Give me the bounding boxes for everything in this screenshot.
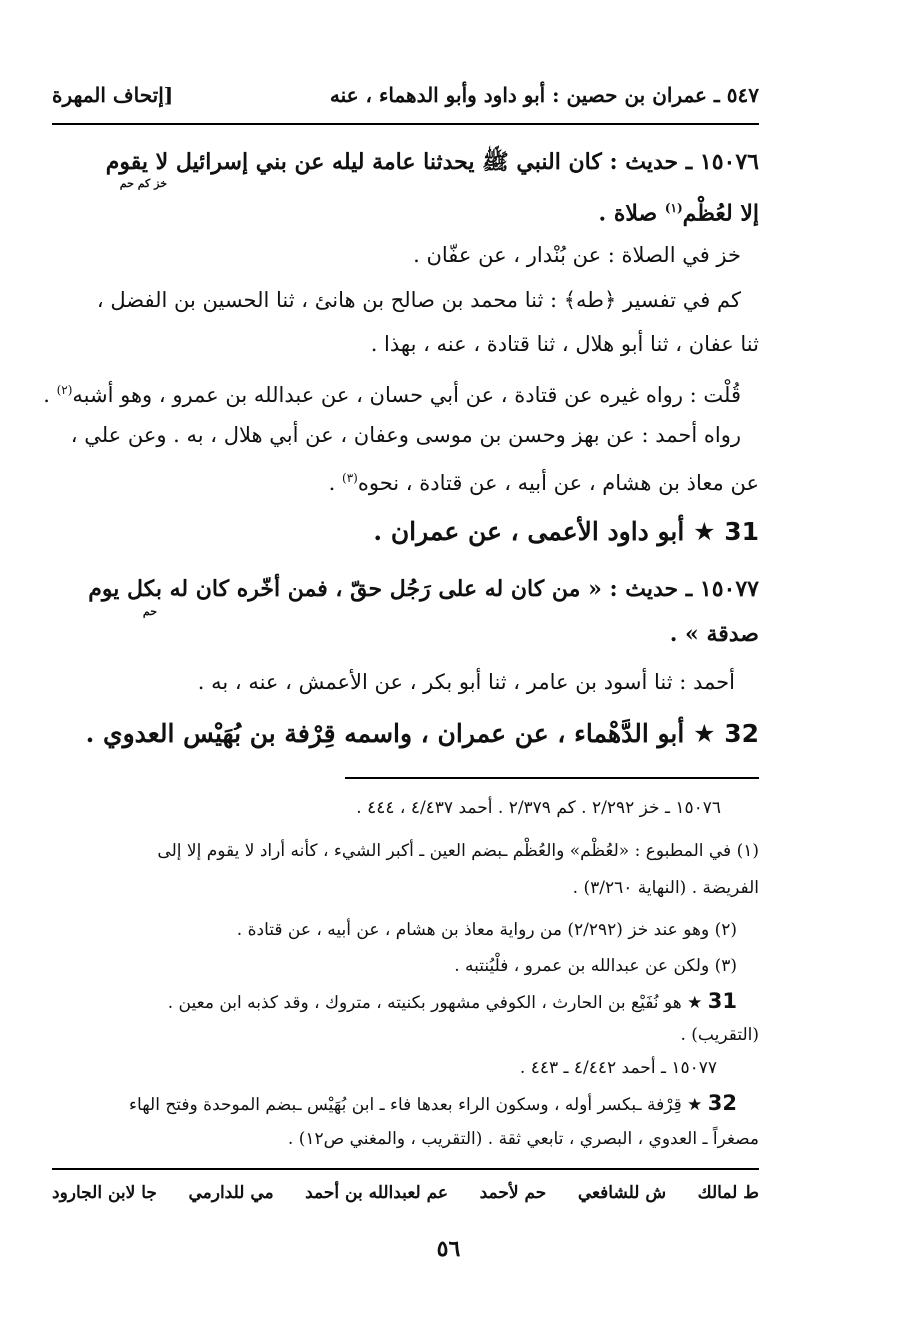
abbr-ahmad: حم لأحمد bbox=[479, 1183, 547, 1203]
ahmad-reference-line1: رواه أحمد : عن بهز وحسن بن موسى وعفان ، عن أبي هلال ، به . وعن علي ، bbox=[70, 423, 741, 447]
footnote-rule bbox=[345, 777, 759, 779]
ahmad-reference-line2: عن معاذ بن هشام ، عن أبيه ، عن قتادة ، نحوه$^{(٣)}$ . bbox=[328, 471, 759, 495]
abbreviations-rule bbox=[52, 1168, 759, 1170]
footnote-32-line1: 32 ★ قِرْفة ـبكسر أوله ، وسكون الراء بعدها فاء ـ ابن بُهَيْس ـبضم الموحدة وفتح الهاء bbox=[129, 1091, 737, 1115]
footnote-1-line1: (١) في المطبوع : «لعُظْم» والعُظْم ـبضم العين ـ أكبر الشيء ، كأنه أراد لا يقوم إلا إلى bbox=[157, 841, 759, 861]
chapter-title: ٥٤٧ ـ عمران بن حصين : أبو داود وأبو الدهماء ، عنه bbox=[329, 83, 759, 107]
hadith-15076-codes: خز كم حم bbox=[119, 177, 167, 190]
star-icon: ★ bbox=[693, 517, 716, 546]
footnote-32-line2: مصغراً ـ العدوي ، البصري ، تابعي ثقة . (التقريب ، والمغني ص١٢) . bbox=[287, 1129, 759, 1149]
khuz-reference: خز في الصلاة : عن بُنْدار ، عن عفّان . bbox=[413, 243, 741, 267]
abbr-ibn-jarud: جا لابن الجارود bbox=[52, 1183, 157, 1203]
footnote-31-line1: 31 ★ هو نُفَيْع بن الحارث ، الكوفي مشهور بكنيته ، متروك ، وقد كذبه ابن معين . bbox=[167, 989, 737, 1013]
hadith-15076-line1: ١٥٠٧٦ ـ حديث : كان النبي ﷺ يحدثنا عامة ليله عن بني إسرائيل لا يقوم bbox=[105, 149, 759, 175]
star-icon: ★ bbox=[693, 719, 716, 748]
star-icon: ★ bbox=[687, 1095, 703, 1115]
section-32-text: أبو الدَّهْماء ، عن عمران ، واسمه قِرْفة بن بُهَيْس العدوي . bbox=[85, 719, 685, 748]
kam-reference-line2: ثنا عفان ، ثنا أبو هلال ، ثنا قتادة ، عنه ، بهذا . bbox=[370, 332, 759, 356]
qultu-note: قُلْت : رواه غيره عن قتادة ، عن أبي حسان ، عن عبدالله بن عمرو ، وهو أشبه$^{(٢)}$ . bbox=[43, 383, 741, 407]
hadith-15077-ahmad: أحمد : ثنا أسود بن عامر ، ثنا أبو بكر ، عن الأعمش ، عنه ، به . bbox=[197, 670, 735, 694]
book-title: [إتحاف المهرة bbox=[52, 83, 174, 107]
footnote-3: (٣) ولكن عن عبدالله بن عمرو ، فلْيُنتبه . bbox=[454, 956, 737, 976]
abbr-darimi: مي للدارمي bbox=[188, 1183, 274, 1203]
footnote-31-line2: (التقريب) . bbox=[680, 1025, 759, 1045]
footnote-15077: ١٥٠٧٧ ـ أحمد ٤/٤٤٢ ـ ٤٤٣ . bbox=[519, 1058, 717, 1078]
section-32-heading bbox=[52, 714, 759, 754]
footnote-1-line2: الفريضة . (النهاية ٣/٢٦٠) . bbox=[572, 878, 759, 898]
section-31-number: 31 bbox=[724, 517, 759, 546]
page-number: ٥٦ bbox=[436, 1236, 461, 1262]
hadith-15077-line1: ١٥٠٧٧ ـ حديث : « من كان له على رَجُل حقّ ، فمن أخّره كان له بكل يوم bbox=[88, 576, 759, 602]
hadith-15076-line2: إلا لعُظْم$^{(١)}$ صلاة . bbox=[598, 200, 759, 227]
abbr-abdullah: عم لعبدالله بن أحمد bbox=[305, 1183, 449, 1203]
abbreviations-legend bbox=[52, 1183, 759, 1215]
section-31-heading bbox=[52, 512, 759, 552]
hadith-15077-codes: حم bbox=[142, 605, 157, 618]
hadith-15077-line2: صدقة » . bbox=[669, 621, 759, 647]
abbr-malik: ط لمالك bbox=[697, 1183, 759, 1203]
header-rule bbox=[52, 123, 759, 125]
star-icon: ★ bbox=[687, 993, 703, 1013]
section-31-text: أبو داود الأعمى ، عن عمران . bbox=[373, 517, 685, 546]
footnote-15076: ١٥٠٧٦ ـ خز ٢/٢٩٢ . كم ٢/٣٧٩ . أحمد ٤/٤٣٧ ، ٤٤٤ . bbox=[356, 798, 721, 818]
section-32-number: 32 bbox=[724, 719, 759, 748]
running-header bbox=[52, 78, 759, 112]
abbr-shafii: ش للشافعي bbox=[577, 1183, 667, 1203]
kam-reference-line1: كم في تفسير ﴿طه﴾ : ثنا محمد بن صالح بن هانئ ، ثنا الحسين بن الفضل ، bbox=[96, 288, 741, 312]
footnote-2: (٢) وهو عند خز (٢/٢٩٢) من رواية معاذ بن هشام ، عن أبيه ، عن قتادة . bbox=[236, 920, 737, 940]
